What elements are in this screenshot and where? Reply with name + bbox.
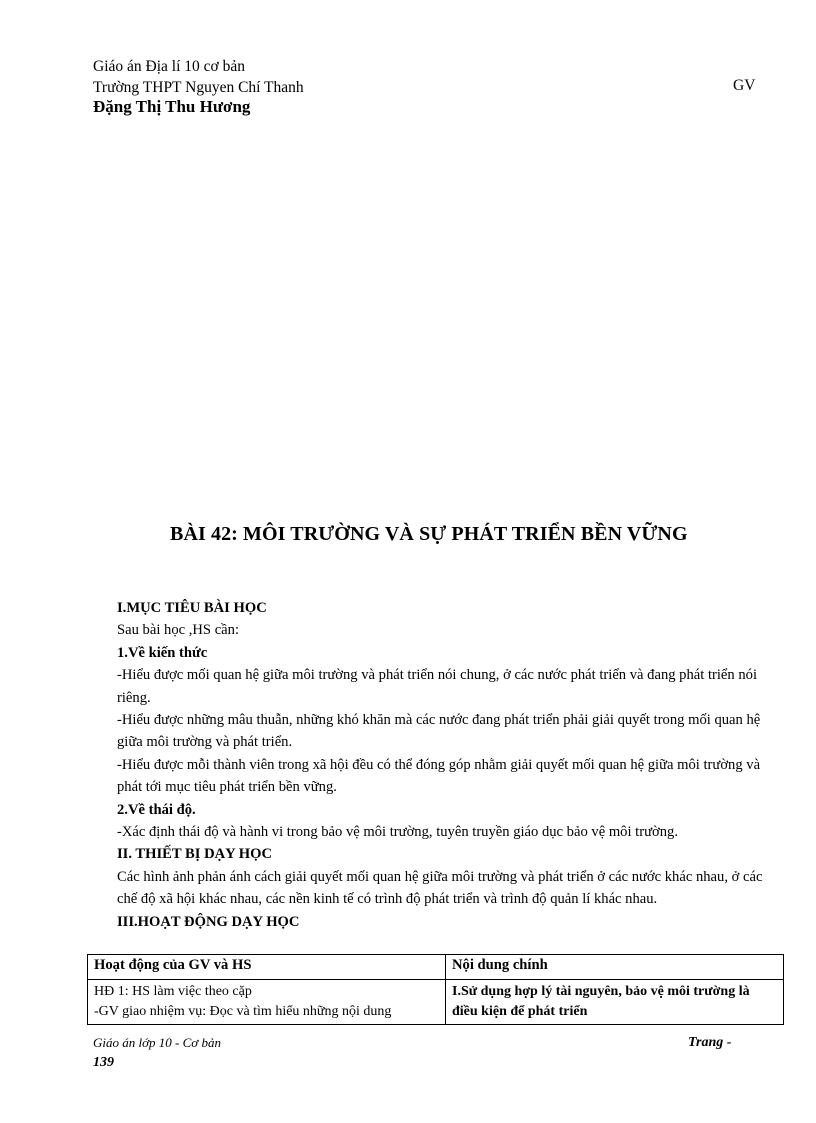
knowledge-point-2: -Hiểu được những mâu thuẫn, những khó khăn mà các nước đang phát triển phải giải quyết trong mối quan hệ giữa môi trường và phát triển. [117,712,761,751]
lesson-body [117,597,782,933]
activities-table [87,954,784,1025]
header-school-line: Trường THPT Nguyen Chí Thanh [93,79,304,96]
equipment-paragraph: Các hình ảnh phản ánh cách giải quyết mối quan hệ giữa môi trường và phát triển ở các nước khác nhau, ở các chế độ xã hội khác nhau, các nền kinh tế có trình độ phát triển và trình độ quản lí khác nhau. [117,868,763,908]
table-cell-content: I.Sử dụng hợp lý tài nguyên, bảo vệ môi trường là điều kiện để phát triển [446,980,784,1025]
objectives-intro: Sau bài học ,HS cần: [117,622,239,639]
header-teacher-name: Đặng Thị Thu Hương [93,97,251,116]
lesson-title: BÀI 42: MÔI TRƯỜNG VÀ SỰ PHÁT TRIỂN BỀN VỮNG [170,523,688,545]
attitude-point-1: -Xác định thái độ và hành vi trong bảo vệ môi trường, tuyên truyền giáo dục bảo vệ môi trường. [117,824,678,841]
table-row [88,980,784,1025]
activity-line-1: HĐ 1: HS làm việc theo cặp [94,984,252,999]
footer-page-label: Trang - [688,1035,732,1050]
table-cell-activity [88,980,446,1025]
knowledge-subheading: 1.Về kiến thức [117,644,208,661]
activity-line-2: -GV giao nhiệm vụ: Đọc và tìm hiểu những nội dung [94,1004,392,1019]
knowledge-point-1: -Hiểu được mối quan hệ giữa môi trường và phát triển nói chung, ở các nước phát triển và đang phát triển nói riêng. [117,667,758,706]
footer-page-number: 139 [93,1055,114,1070]
attitude-subheading: 2.Về thái độ. [117,801,196,818]
knowledge-point-3: -Hiểu được mỗi thành viên trong xã hội đều có thể đóng góp nhằm giải quyết mối quan hệ giữa môi trường và phát tới mục tiêu phát triển bền vững. [117,756,761,796]
header-gv-label: GV [733,77,756,94]
table-header-row [88,955,784,980]
header-course-line: Giáo án Địa lí 10 cơ bản [93,58,245,75]
table-header-activities: Hoạt động của GV và HS [88,955,446,980]
section-activities-heading: III.HOẠT ĐỘNG DẠY HỌC [117,913,300,930]
footer-course-label: Giáo án lớp 10 - Cơ bản [93,1035,221,1050]
section-equipment-heading: II. THIẾT BỊ DẠY HỌC [117,846,273,863]
table-header-content: Nội dung chính [446,955,784,980]
section-objectives-heading: I.MỤC TIÊU BÀI HỌC [117,600,267,616]
